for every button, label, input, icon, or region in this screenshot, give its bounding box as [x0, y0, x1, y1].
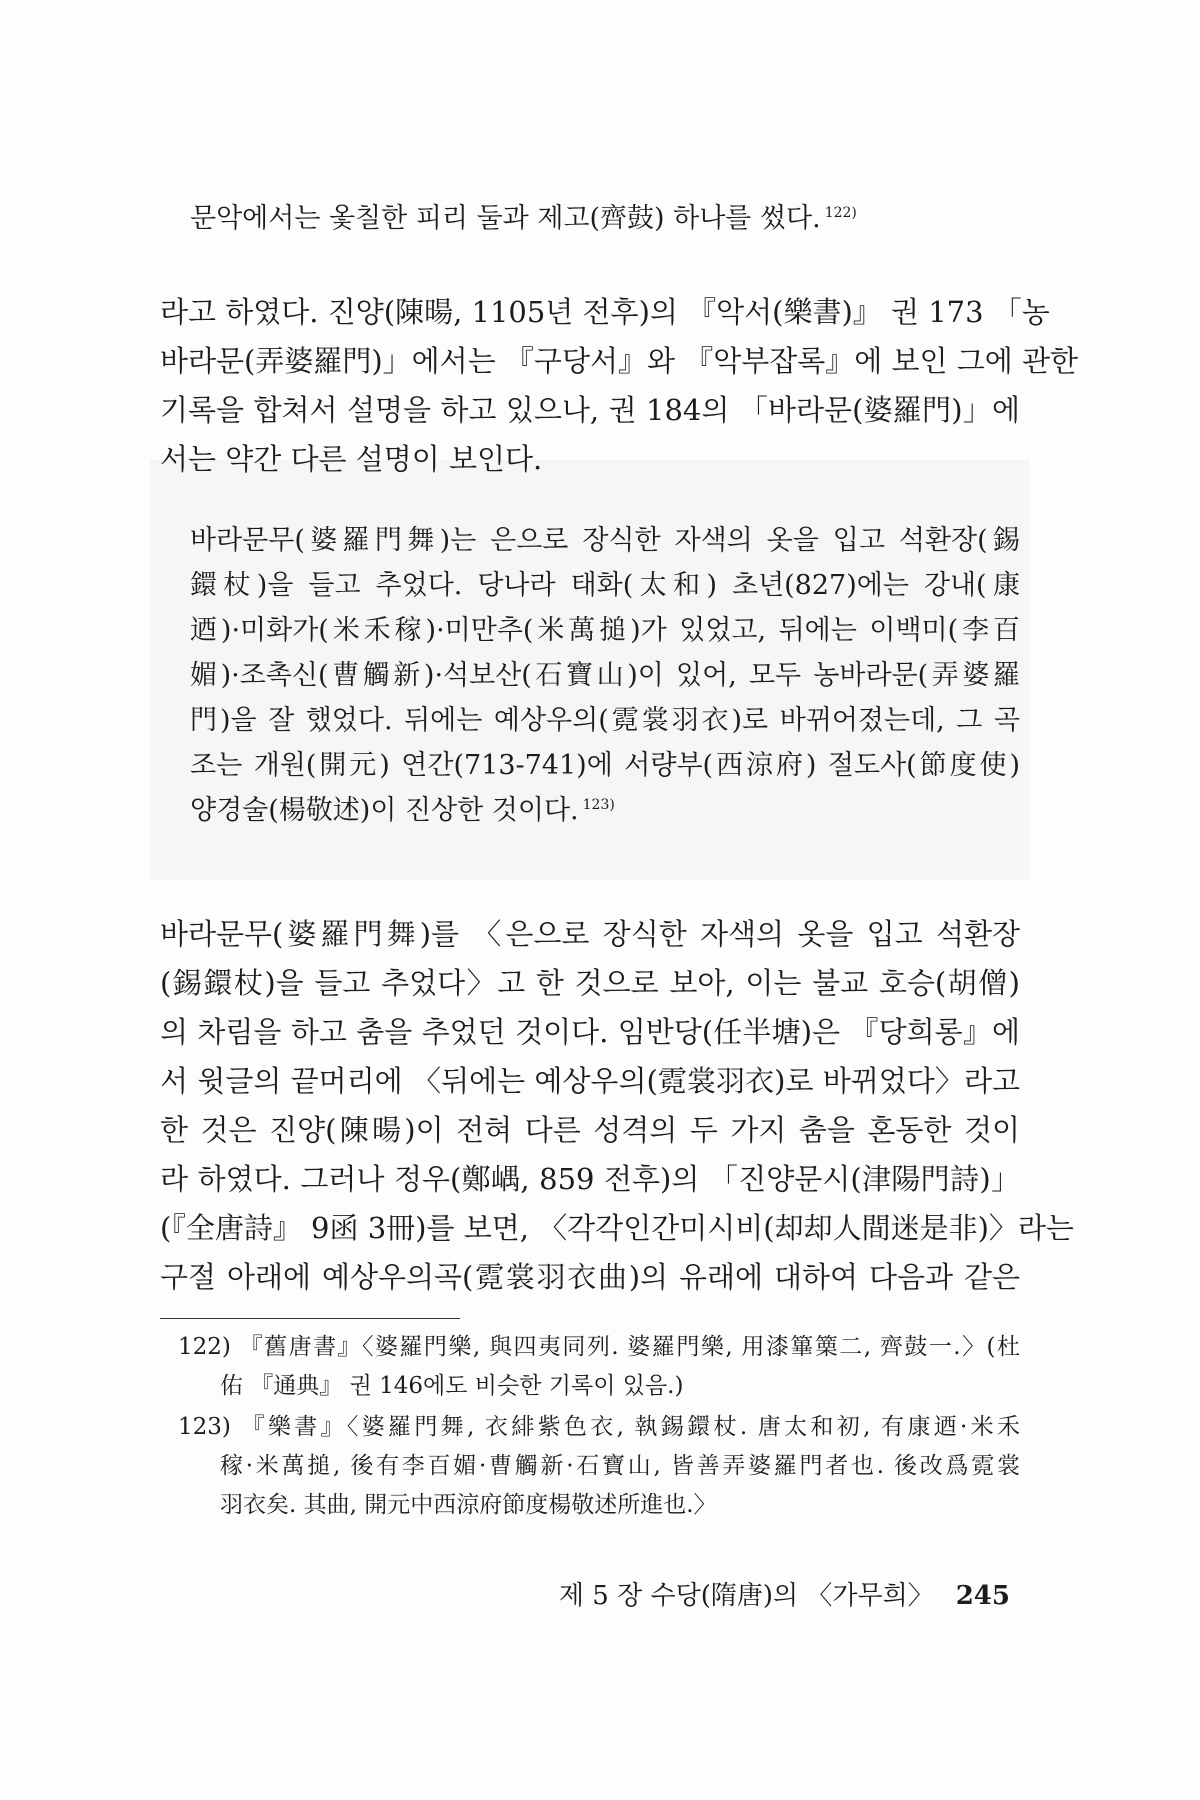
quote-line: 양경술(楊敬述)이 진상한 것이다. $^{123)}$ [190, 795, 615, 826]
quote-line: 문악에서는 옻칠한 피리 둘과 제고(齊鼓) 하나를 썼다. $^{122)}$ [190, 203, 857, 234]
text-line: 기록을 합쳐서 설명을 하고 있으나, 권 184의 「바라문(婆羅門)」에 [160, 393, 1020, 427]
text-line: (錫鐶杖)을 들고 추었다〉고 한 것으로 보아, 이는 불교 호승(胡僧) [160, 966, 1020, 1000]
text-line: 바라문(弄婆羅門)」에서는 『구당서』와 『악부잡록』에 보인 그에 관한 [160, 344, 1079, 378]
text-line: 서 윗글의 끝머리에 〈뒤에는 예상우의(霓裳羽衣)로 바뀌었다〉라고 [160, 1064, 1020, 1098]
paragraph-1 [160, 288, 1079, 484]
quote-line: 迺)·미화가(米禾稼)·미만추(米萬搥)가 있었고, 뒤에는 이백미(李百 [190, 615, 1020, 646]
footnote-ref-122[interactable]: 122) [824, 205, 857, 221]
text-line: (『全唐詩』 9函 3冊)를 보면, 〈각각인간미시비(却却人間迷是非)〉라는 [160, 1211, 1074, 1245]
footnote-divider [160, 1318, 460, 1319]
page-footer [559, 1578, 1010, 1614]
quote-line: 조는 개원(開元) 연간(713-741)에 서량부(西涼府) 절도사(節度使) [190, 750, 1020, 781]
quote-line: 媚)·조촉신(曹觸新)·석보산(石寶山)이 있어, 모두 농바라문(弄婆羅 [190, 660, 1020, 691]
footnote-line: 佑 『通典』 권 146에도 비슷한 기록이 있음.) [220, 1373, 684, 1399]
footnote-line: 122) 『舊唐書』〈婆羅門樂, 與四夷同列. 婆羅門樂, 用漆篳篥二, 齊鼓一.〉(杜 [178, 1334, 1020, 1360]
text-line: 한 것은 진양(陳暘)이 전혀 다른 성격의 두 가지 춤을 혼동한 것이 [160, 1113, 1020, 1147]
page-number: 245 [955, 1581, 1010, 1611]
running-chapter-title: 제 5 장 수당(隋唐)의 〈가무희〉 [558, 1581, 934, 1611]
quote-block-2 [190, 518, 1020, 833]
quote-line: 바라문무(婆羅門舞)는 은으로 장식한 자색의 옷을 입고 석환장(錫 [190, 525, 1020, 556]
text-line: 라 하였다. 그러나 정우(鄭嵎, 859 전후)의 「진양문시(津陽門詩)」 [160, 1162, 1020, 1196]
text-line: 의 차림을 하고 춤을 추었던 것이다. 임반당(任半塘)은 『당희롱』에 [160, 1015, 1020, 1049]
text-line: 구절 아래에 예상우의곡(霓裳羽衣曲)의 유래에 대하여 다음과 같은 [160, 1260, 1020, 1294]
footnote-ref-123[interactable]: 123) [582, 797, 615, 813]
text-line: 서는 약간 다른 설명이 보인다. [160, 442, 543, 476]
text-line: 라고 하였다. 진양(陳暘, 1105년 전후)의 『악서(樂書)』 권 173 「농 [160, 295, 1050, 329]
quote-block-1 [190, 196, 1020, 241]
footnote-line: 羽衣矣. 其曲, 開元中西涼府節度楊敬述所進也.〉 [220, 1492, 717, 1518]
footnotes [178, 1328, 1020, 1527]
footnote-line: 稼·米萬搥, 後有李百媚·曹觸新·石寶山, 皆善弄婆羅門者也. 後改爲霓裳 [220, 1453, 1020, 1479]
footnote-line: 123) 『樂書』〈婆羅門舞, 衣緋紫色衣, 執錫鐶杖. 唐太和初, 有康迺·米禾 [178, 1414, 1020, 1440]
quote-line: 鐶杖)을 들고 추었다. 당나라 태화(太和) 초년(827)에는 강내(康 [190, 570, 1020, 601]
paragraph-2 [160, 910, 1074, 1302]
footnote-122 [178, 1328, 1020, 1406]
quote-line: 門)을 잘 했었다. 뒤에는 예상우의(霓裳羽衣)로 바뀌어졌는데, 그 곡 [190, 705, 1020, 736]
footnote-123 [178, 1408, 1020, 1525]
text-line: 바라문무(婆羅門舞)를 〈은으로 장식한 자색의 옷을 입고 석환장 [160, 917, 1020, 951]
